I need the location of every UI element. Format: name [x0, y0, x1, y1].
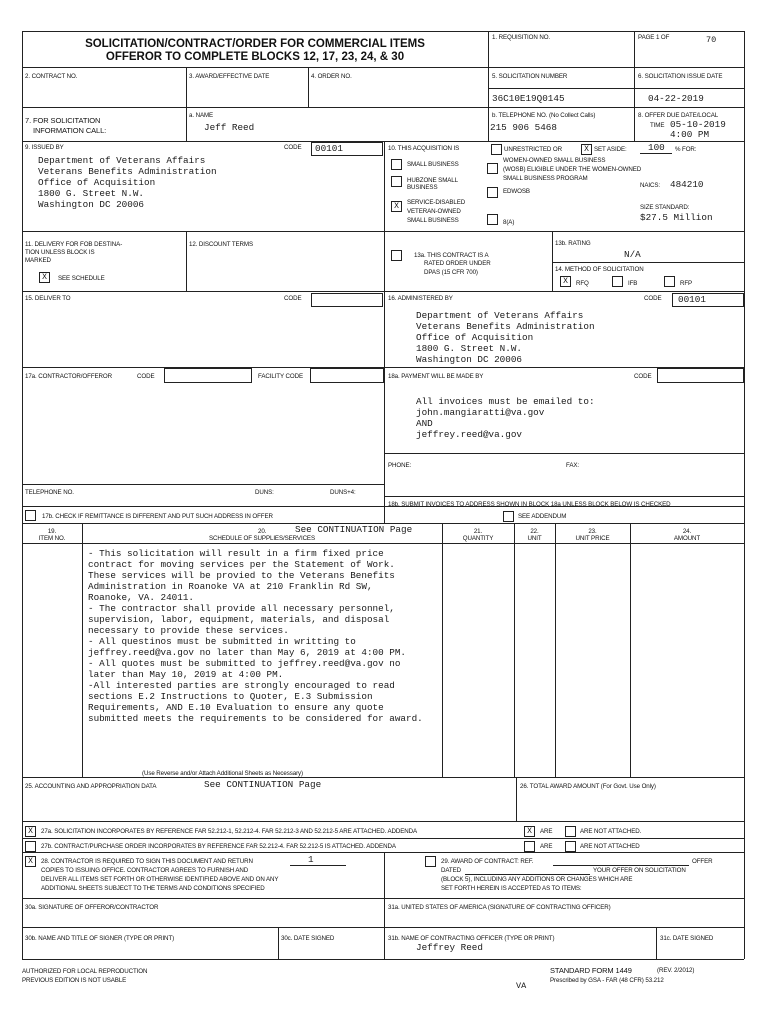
deliver-to-label: 15. DELIVER TO	[25, 295, 71, 302]
wosb-label-1: WOMEN-OWNED SMALL BUSINESS	[503, 157, 606, 164]
solicitation-number[interactable]: 36C10E19Q0145	[492, 93, 565, 104]
delivery-fob-label-2: TION UNLESS BLOCK IS	[25, 249, 95, 256]
return-copies[interactable]: 1	[308, 854, 314, 865]
schedule-line: contract for moving services per the Statement of Work.	[88, 559, 395, 570]
block-28-checkbox[interactable]: X	[25, 856, 36, 867]
divider	[630, 523, 631, 777]
name-label: a. NAME	[189, 112, 214, 119]
issued-by-code-label: CODE	[284, 144, 302, 151]
see-schedule-checkbox[interactable]: X	[39, 272, 50, 283]
offer-due-label: 8. OFFER DUE DATE/LOCAL	[638, 112, 719, 119]
divider	[22, 852, 744, 853]
administered-by-label: 16. ADMINISTERED BY	[388, 295, 453, 302]
footer-revision: (REV. 2/2012)	[657, 967, 695, 974]
sdvosb-label-2: VETERAN-OWNED	[407, 208, 461, 215]
schedule-line: - All questinos must be submitted in writting to	[88, 636, 356, 647]
telephone-no-label: TELEPHONE NO.	[25, 489, 74, 496]
officer-name-label: 31b. NAME OF CONTRACTING OFFICER (TYPE OR PRINT)	[388, 935, 555, 942]
edwosb-checkbox[interactable]	[487, 187, 498, 198]
addenda-are-not-label: ARE NOT ATTACHED.	[580, 828, 642, 835]
duns-label: DUNS:	[255, 489, 274, 496]
administered-line-2: Veterans Benefits Administration	[416, 321, 595, 332]
col-schedule-note: See CONTINUATION Page	[295, 524, 413, 535]
divider	[22, 821, 744, 822]
administered-code-label: CODE	[644, 295, 662, 302]
divider	[22, 543, 744, 544]
payment-line-4: jeffrey.reed@va.gov	[416, 429, 523, 440]
schedule-line: - The contractor shall provide all necessary personnel,	[88, 603, 395, 614]
issue-date[interactable]: 04-22-2019	[648, 93, 704, 104]
contract-no-label: 2. CONTRACT NO.	[25, 73, 78, 80]
rated-order-label-2: RATED ORDER UNDER	[424, 260, 491, 267]
form-subtitle: OFFEROR TO COMPLETE BLOCKS 12, 17, 23, 24, & 30	[105, 51, 405, 63]
divider	[186, 67, 187, 107]
divider	[82, 523, 83, 777]
schedule-line: -All interested parties are strongly encouraged to read	[88, 680, 395, 691]
col-quantity: QUANTITY	[462, 535, 494, 542]
administered-code-box[interactable]	[672, 293, 744, 307]
col-item-no-num: 19.	[47, 528, 57, 535]
addenda-are-label: ARE	[540, 828, 553, 835]
footer-prescribed: Prescribed by GSA - FAR (48 CFR) 53.212	[550, 977, 664, 984]
rfq-label: RFQ	[576, 280, 589, 287]
edwosb-label: EDWOSB	[503, 188, 530, 195]
requisition-label: 1. REQUISITION NO.	[492, 34, 551, 41]
award-ref-underline	[553, 865, 689, 866]
wosb-label-2: (WOSB) ELIGIBLE UNDER THE WOMEN-OWNED	[503, 166, 642, 173]
officer-name[interactable]: Jeffrey Reed	[416, 942, 483, 953]
small-business-label: SMALL BUSINESS	[407, 161, 459, 168]
accounting-label: 25. ACCOUNTING AND APPROPRIATION DATA	[25, 783, 157, 790]
col-amount-num: 24.	[682, 528, 692, 535]
see-addendum-checkbox[interactable]	[503, 511, 514, 522]
col-schedule: SCHEDULE OF SUPPLIES/SERVICES	[209, 535, 315, 542]
administered-line-1: Department of Veterans Affairs	[416, 310, 584, 321]
block-27b-are-not-label: ARE NOT ATTACHED	[580, 843, 640, 850]
schedule-line: later than May 10, 2019 at 4:00 PM.	[88, 669, 284, 680]
divider	[22, 777, 744, 778]
solicitation-number-label: 5. SOLICITATION NUMBER	[492, 73, 568, 80]
issued-by-code: 00101	[315, 143, 343, 154]
block-27b-checkbox[interactable]	[25, 841, 36, 852]
sdvosb-label-1: SERVICE-DISABLED	[407, 199, 466, 206]
divider	[278, 927, 279, 959]
award-line-4: SET FORTH HEREIN IS ACCEPTED AS TO ITEMS:	[441, 885, 582, 892]
block-27b-are-label: ARE	[540, 843, 553, 850]
form-border-top	[22, 31, 744, 32]
divider	[384, 852, 385, 959]
form-border-left	[22, 31, 23, 959]
date-signed-30c-label: 30c. DATE SIGNED	[281, 935, 335, 942]
sdvosb-label-3: SMALL BUSINESS	[407, 217, 459, 224]
rating-value[interactable]: N/A	[624, 249, 641, 260]
award-line-3: (BLOCK 5), INCLUDING ANY ADDITIONS OR CHANGES WHICH ARE	[441, 876, 633, 883]
schedule-line: These services will be provied to the Veterans Benefits	[88, 570, 395, 581]
offer-due-time-label: TIME	[650, 122, 665, 129]
divider	[634, 31, 635, 141]
divider	[308, 67, 309, 107]
footer-previous-edition: PREVIOUS EDITION IS NOT USABLE	[22, 977, 127, 984]
divider	[22, 141, 744, 142]
schedule-line: jeffrey.reed@va.gov no later than May 6, 2019 at 4:00 PM.	[88, 647, 407, 658]
payment-code-label: CODE	[634, 373, 652, 380]
block-27a-checkbox[interactable]: X	[25, 826, 36, 837]
eight-a-checkbox[interactable]	[487, 214, 498, 225]
set-aside-label: SET ASIDE:	[594, 146, 627, 153]
divider	[552, 231, 553, 291]
telephone-value[interactable]: 215 906 5468	[490, 122, 557, 133]
form-border-right	[744, 31, 745, 959]
see-addendum-label: SEE ADDENDUM	[518, 513, 567, 520]
return-copies-underline	[290, 865, 346, 866]
accounting-value[interactable]: See CONTINUATION Page	[204, 779, 322, 790]
col-unit-price: UNIT PRICE	[575, 535, 610, 542]
set-aside-checkbox[interactable]: X	[581, 144, 592, 155]
divider	[552, 262, 744, 263]
block-28-line-4: ADDITIONAL SHEETS SUBJECT TO THE TERMS AND CONDITIONS SPECIFIED	[41, 885, 265, 892]
block-28-line-2: COPIES TO ISSUING OFFICE. CONTRACTOR AGREES TO FURNISH AND	[41, 867, 249, 874]
wosb-label-3: SMALL BUSINESS PROGRAM	[503, 175, 588, 182]
administered-line-3: Office of Acquisition	[416, 332, 534, 343]
see-schedule-label: SEE SCHEDULE	[58, 275, 105, 282]
facility-code-box[interactable]	[310, 368, 384, 383]
signer-name-label: 30b. NAME AND TITLE OF SIGNER (TYPE OR PRINT)	[25, 935, 175, 942]
information-call-label: INFORMATION CALL:	[33, 126, 107, 135]
schedule-line: - All quotes must be submitted to jeffrey.reed@va.gov no	[88, 658, 401, 669]
form-border-bottom	[22, 959, 744, 960]
col-unit: UNIT	[527, 535, 542, 542]
rfp-checkbox[interactable]	[664, 276, 675, 287]
divider	[22, 67, 744, 68]
signature-officer-label: 31a. UNITED STATES OF AMERICA (SIGNATURE OF CONTRACTING OFFICER)	[388, 904, 611, 911]
divider	[514, 523, 515, 777]
divider	[384, 367, 385, 523]
award-offer-label: OFFER	[692, 858, 713, 865]
footer-authorized: AUTHORIZED FOR LOCAL REPRODUCTION	[22, 968, 148, 975]
deliver-to-code-box[interactable]	[311, 293, 383, 307]
divider	[22, 291, 744, 292]
administered-code: 00101	[678, 294, 706, 305]
divider	[384, 453, 744, 454]
page-label: PAGE 1 OF	[638, 34, 670, 41]
award-dated-underline	[465, 874, 590, 875]
remittance-checkbox[interactable]	[25, 510, 36, 521]
wosb-checkbox[interactable]	[487, 163, 498, 174]
col-amount: AMOUNT	[673, 535, 701, 542]
deliver-to-code-label: CODE	[284, 295, 302, 302]
rating-label: 13b. RATING	[555, 240, 591, 247]
reverse-note: (Use Reverse and/or Attach Additional Sheets as Necessary)	[142, 770, 304, 777]
schedule-line: Requirements, AND E.10 Evaluation to ensure any quote	[88, 702, 384, 713]
set-aside-percent[interactable]: 100	[648, 142, 665, 153]
col-unit-num: 22.	[530, 528, 539, 535]
unrestricted-checkbox[interactable]	[491, 144, 502, 155]
divider	[555, 523, 556, 777]
size-standard-value[interactable]: $27.5 Million	[640, 212, 713, 223]
rated-order-label-1: 13a. THIS CONTRACT IS A	[414, 252, 489, 259]
col-item-no: ITEM NO.	[38, 535, 66, 542]
eight-a-label: 8(A)	[503, 219, 515, 226]
naics-value[interactable]: 484210	[670, 179, 704, 190]
rfp-label: RFP	[680, 280, 693, 287]
divider	[22, 838, 744, 839]
block-29-checkbox[interactable]	[425, 856, 436, 867]
offer-due-date[interactable]: 05-10-2019	[670, 119, 726, 130]
issued-by-line-3: Office of Acquisition	[38, 177, 156, 188]
acquisition-label: 10. THIS ACQUISITION IS	[388, 145, 460, 152]
ifb-checkbox[interactable]	[612, 276, 623, 287]
divider	[384, 231, 385, 291]
divider	[442, 523, 443, 777]
divider	[22, 484, 384, 485]
divider	[22, 927, 744, 928]
offer-due-time[interactable]: 4:00 PM	[670, 129, 710, 140]
divider	[384, 291, 385, 367]
footer-form-name: STANDARD FORM 1449	[550, 966, 632, 975]
col-schedule-num: 20.	[258, 528, 267, 535]
order-no-label: 4. ORDER NO.	[311, 73, 352, 80]
duns-plus-four-label: DUNS+4:	[330, 489, 356, 496]
block-27b-label: 27b. CONTRACT/PURCHASE ORDER INCORPORATES BY REFERENCE FAR 52.212-4. FAR 52.212-5 IS ATTACHED. ADDENDA	[41, 843, 396, 850]
phone-label: PHONE:	[388, 462, 412, 469]
page-total: 70	[706, 35, 717, 45]
award-your-offer-label: YOUR OFFER ON SOLICITATION	[593, 867, 686, 874]
rated-order-checkbox[interactable]	[391, 250, 402, 261]
col-quantity-num: 21.	[473, 528, 483, 535]
divider	[22, 107, 744, 108]
award-label: 29. AWARD OF CONTRACT: REF.	[441, 858, 534, 865]
small-business-checkbox[interactable]	[391, 159, 402, 170]
contractor-code-box[interactable]	[164, 368, 252, 383]
telephone-label: b. TELEPHONE NO. (No Collect Calls)	[492, 112, 596, 119]
issued-by-line-4: 1800 G. Street N.W.	[38, 188, 145, 199]
issued-by-code-box[interactable]	[311, 142, 383, 156]
submit-invoices-label: 18b. SUBMIT INVOICES TO ADDRESS SHOWN IN BLOCK 18a UNLESS BLOCK BELOW IS CHECKED	[388, 501, 671, 508]
block-27a-label: 27a. SOLICITATION INCORPORATES BY REFERENCE FAR 52.212-1, 52.212-4. FAR 52.212-3 AND 52.212-5 ARE ATTACHED. ADDENDA	[41, 828, 418, 835]
signature-offeror-label: 30a. SIGNATURE OF OFFEROR/CONTRACTOR	[25, 904, 159, 911]
hubzone-label-2: BUSINESS	[407, 184, 438, 191]
award-dated-label: DATED	[441, 867, 462, 874]
sdvosb-checkbox[interactable]: X	[391, 201, 402, 212]
schedule-line: necessary to provide these services.	[88, 625, 289, 636]
block-28-line-3: DELIVER ALL ITEMS SET FORTH OR OTHERWISE IDENTIFIED ABOVE AND ON ANY	[41, 876, 279, 883]
payment-by-label: 18a. PAYMENT WILL BE MADE BY	[388, 373, 484, 380]
date-signed-31c-label: 31c. DATE SIGNED	[660, 935, 714, 942]
divider	[186, 107, 187, 141]
rated-order-label-3: DPAS (15 CFR 700)	[424, 269, 478, 276]
contractor-offeror-label: 17a. CONTRACTOR/OFFEROR	[25, 373, 112, 380]
hubzone-label-1: HUBZONE SMALL	[407, 177, 458, 184]
fax-label: FAX:	[566, 462, 580, 469]
divider	[186, 231, 187, 291]
delivery-fob-label-1: 11. DELIVERY FOR FOB DESTINA-	[25, 241, 123, 248]
payment-line-3: AND	[416, 418, 433, 429]
addenda-are-checkbox[interactable]: X	[524, 826, 535, 837]
rfq-checkbox[interactable]: X	[560, 276, 571, 287]
payment-line-1: All invoices must be emailed to:	[416, 396, 595, 407]
issued-by-line-5: Washington DC 20006	[38, 199, 145, 210]
remittance-label: 17b. CHECK IF REMITTANCE IS DIFFERENT AND PUT SUCH ADDRESS IN OFFER	[42, 513, 273, 520]
issued-by-label: 9. ISSUED BY	[25, 144, 64, 151]
divider	[384, 141, 385, 231]
hubzone-checkbox[interactable]	[391, 176, 402, 187]
schedule-line: - This solicitation will result in a firm fixed price	[88, 548, 384, 559]
col-unit-price-num: 23.	[588, 528, 597, 535]
issue-date-label: 6. SOLICITATION ISSUE DATE	[638, 73, 723, 80]
divider	[384, 496, 744, 497]
divider	[516, 777, 517, 821]
contact-name[interactable]: Jeff Reed	[204, 122, 255, 133]
issued-by-line-2: Veterans Benefits Administration	[38, 166, 217, 177]
block-28-line-1: 28. CONTRACTOR IS REQUIRED TO SIGN THIS DOCUMENT AND RETURN	[41, 858, 253, 865]
contractor-code-label: CODE	[137, 373, 155, 380]
divider	[656, 927, 657, 959]
percent-for-label: % FOR:	[675, 146, 697, 153]
award-date-label: 3. AWARD/EFFECTIVE DATE	[189, 73, 270, 80]
issued-by-line-1: Department of Veterans Affairs	[38, 155, 206, 166]
form-title: SOLICITATION/CONTRACT/ORDER FOR COMMERCIAL ITEMS	[85, 38, 425, 50]
facility-code-label: FACILITY CODE	[258, 373, 304, 380]
naics-label: NAICS:	[640, 182, 661, 189]
discount-terms-label: 12. DISCOUNT TERMS	[189, 241, 253, 248]
set-aside-percent-underline	[640, 153, 672, 154]
payment-code-box[interactable]	[657, 368, 744, 383]
schedule-line: sections E.2 Instructions to Quoter, E.3 Submission	[88, 691, 373, 702]
total-award-label: 26. TOTAL AWARD AMOUNT (For Govt. Use Only)	[520, 783, 656, 790]
schedule-line: submitted meets the requirements to be considered for award.	[88, 713, 423, 724]
block-27b-are-not-checkbox[interactable]	[565, 841, 576, 852]
schedule-line: supervision, labor, equipment, materials, and disposal	[88, 614, 390, 625]
size-standard-label: SIZE STANDARD:	[640, 204, 690, 211]
payment-line-2: john.mangiaratti@va.gov	[416, 407, 545, 418]
ifb-label: IFB	[628, 280, 638, 287]
block-27b-are-checkbox[interactable]	[524, 841, 535, 852]
footer-va: VA	[516, 981, 527, 991]
schedule-line: Roanoke, VA. 24011.	[88, 592, 195, 603]
for-solicitation-label: 7. FOR SOLICITATION	[25, 116, 101, 125]
delivery-fob-label-3: MARKED	[25, 257, 51, 264]
administered-line-4: 1800 G. Street N.W.	[416, 343, 523, 354]
schedule-line: Administration in Roanoke VA at 210 Franklin Rd SW,	[88, 581, 373, 592]
addenda-are-not-checkbox[interactable]	[565, 826, 576, 837]
divider	[488, 31, 489, 141]
unrestricted-label: UNRESTRICTED OR	[504, 146, 562, 153]
administered-line-5: Washington DC 20006	[416, 354, 523, 365]
method-of-solicitation-label: 14. METHOD OF SOLICITATION	[555, 266, 644, 273]
divider	[488, 88, 744, 89]
divider	[22, 898, 744, 899]
divider	[22, 231, 744, 232]
